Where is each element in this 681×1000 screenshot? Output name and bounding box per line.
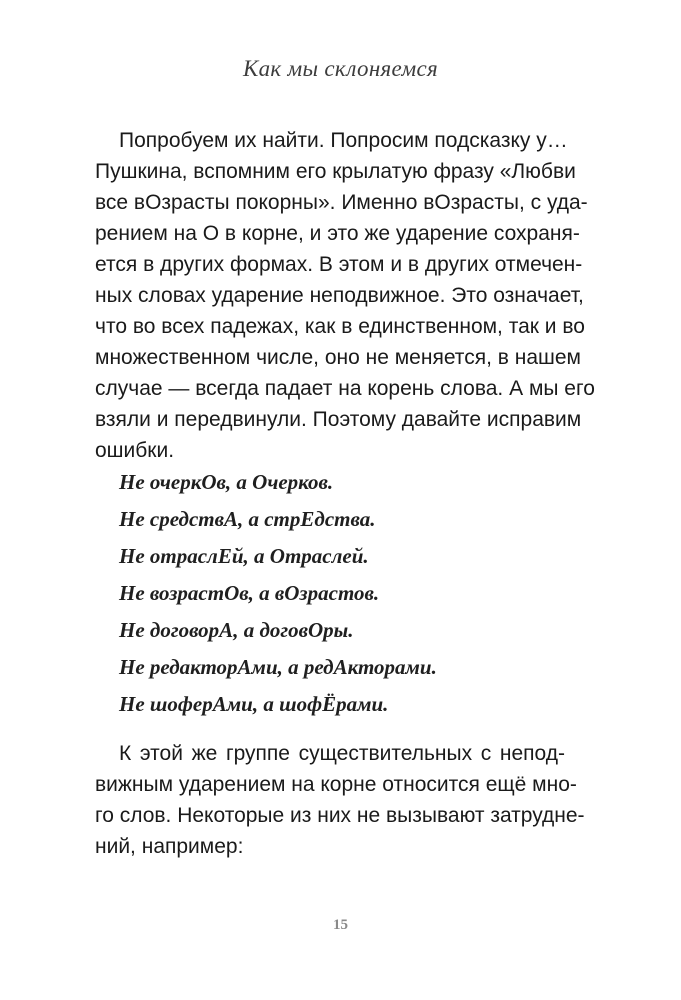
example-item: Не очеркОв, а Очерков. bbox=[119, 470, 334, 494]
example-item: Не редакторАми, а редАкторами. bbox=[119, 655, 437, 679]
paragraph-line: Попробуем их найти. Попросим подсказку у… bbox=[119, 129, 568, 152]
paragraph-line: взяли и передвинули. Поэтому давайте исправим bbox=[95, 408, 582, 431]
paragraph-line: множественном числе, оно не меняется, в нашем bbox=[95, 346, 581, 369]
example-list bbox=[119, 464, 559, 723]
paragraph-line: ний, например: bbox=[95, 835, 244, 858]
paragraph-line: случае — всегда падает на корень слова. А мы его bbox=[95, 377, 595, 400]
paragraph-line: К этой же группе существительных с непод- bbox=[119, 742, 565, 765]
paragraph-line: ошибки. bbox=[95, 439, 175, 462]
paragraph-line: все вОзрасты покорны». Именно вОзрасты, с уда- bbox=[95, 191, 588, 214]
paragraph-1 bbox=[95, 125, 595, 466]
paragraph-line: Пушкина, вспомним его крылатую фразу «Любви bbox=[95, 160, 576, 183]
example-item: Не возрастОв, а вОзрастов. bbox=[119, 581, 380, 605]
paragraph-line: что во всех падежах, как в единственном, так и во bbox=[95, 315, 585, 338]
paragraph-line: вижным ударением на корне относится ещё мно- bbox=[95, 773, 577, 796]
paragraph-line: ных словах ударение неподвижное. Это означает, bbox=[95, 284, 584, 307]
running-head: Как мы склоняемся bbox=[243, 56, 438, 81]
paragraph-line: го слов. Некоторые из них не вызывают затрудне- bbox=[95, 804, 585, 827]
example-item: Не отраслЕй, а Отраслей. bbox=[119, 544, 369, 568]
example-item: Не средствА, а стрЕдства. bbox=[119, 507, 376, 531]
paragraph-line: ется в других формах. В этом и в других отмечен- bbox=[95, 253, 583, 276]
paragraph-line: рением на О в корне, и это же ударение сохраня- bbox=[95, 222, 580, 245]
example-item: Не договорА, а договОры. bbox=[119, 618, 354, 642]
page-number: 15 bbox=[333, 917, 348, 933]
example-item: Не шоферАми, а шофЁрами. bbox=[119, 692, 389, 716]
paragraph-2 bbox=[95, 738, 585, 862]
